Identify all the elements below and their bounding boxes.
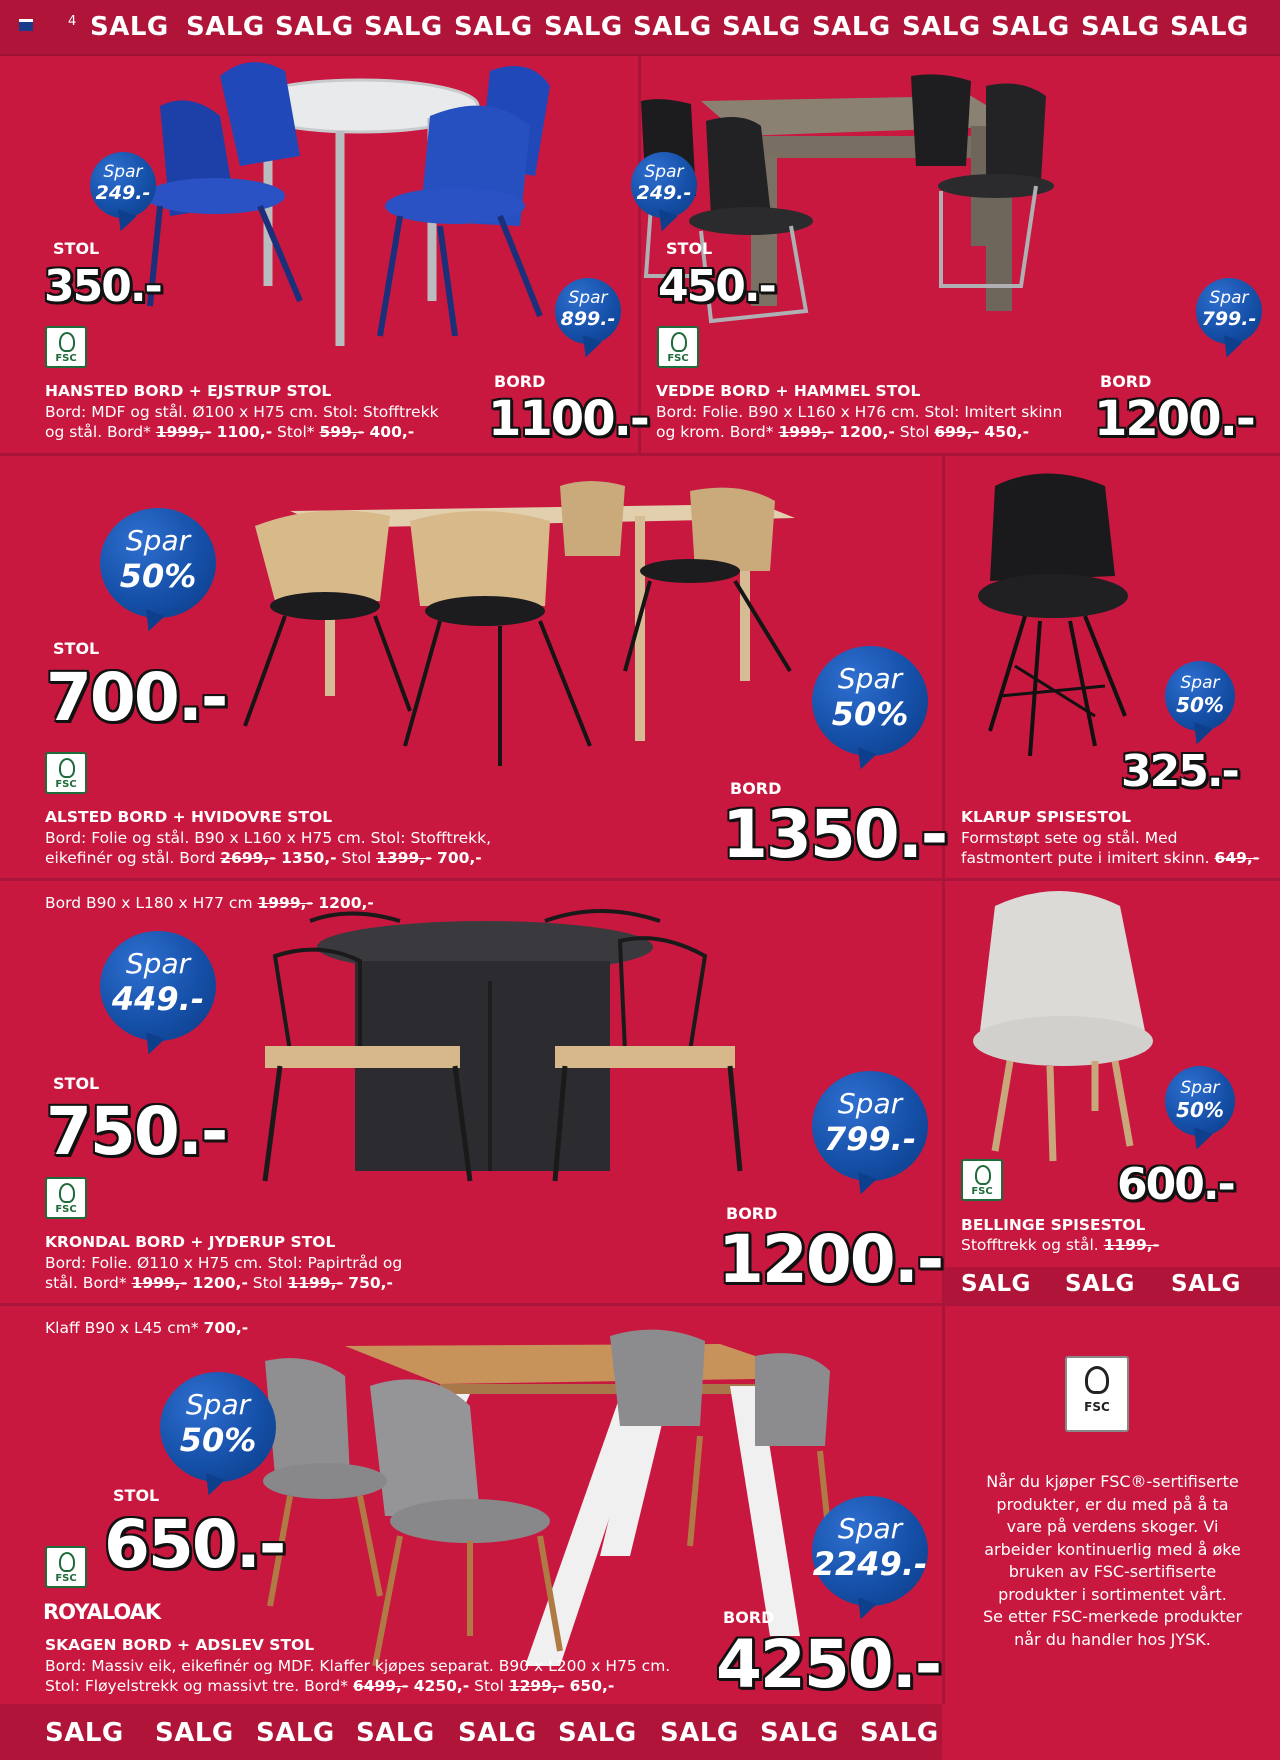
product-panel-krondal[interactable]	[0, 881, 942, 1303]
product-description: Bord: Folie. Ø110 x H75 cm. Stol: Papirtråd og stål. Bord* 1999,- 1200,- Stol 1199,- 750,-	[45, 1254, 403, 1292]
spar-badge-stol: Spar 249.-	[631, 152, 697, 218]
bord-price: 4250.-	[716, 1626, 941, 1703]
spar-badge-stol: Spar 249.-	[90, 152, 156, 218]
product-price: 325.-	[1121, 746, 1238, 797]
spar-badge-stol: Spar 50%	[100, 508, 216, 618]
salg-text: SALG	[90, 12, 169, 42]
bord-label: BORD	[726, 1204, 778, 1223]
bord-label: BORD	[730, 779, 782, 798]
product-panel-vedde[interactable]	[636, 56, 1280, 453]
product-title: KLARUP SPISESTOL	[961, 808, 1131, 826]
product-description: Bord: Folie. B90 x L160 x H76 cm. Stol: Imitert skinn og krom. Bord* 1999,- 1200,- Stol 699,- 450,-	[656, 403, 1063, 441]
salg-text: SALG	[1171, 1271, 1241, 1297]
spar-badge-bord: Spar 799.-	[1196, 278, 1262, 344]
salg-text: SALG	[991, 12, 1070, 42]
stol-label: STOL	[53, 239, 100, 258]
spar-badge-bord: Spar 2249.-	[812, 1496, 928, 1606]
product-title: ALSTED BORD + HVIDOVRE STOL	[45, 808, 333, 826]
fsc-info-panel	[945, 1306, 1280, 1760]
product-panel-hansted[interactable]	[0, 56, 648, 453]
salg-text: SALG	[275, 12, 354, 42]
product-title: VEDDE BORD + HAMMEL STOL	[656, 382, 921, 400]
salg-text: SALG	[660, 1718, 739, 1748]
product-description: Formstøpt sete og stål. Med fastmontert pute i imitert skinn. 649,-	[961, 829, 1260, 867]
bord-price: 1100.-	[488, 391, 648, 447]
product-panel-klarup[interactable]	[945, 456, 1280, 878]
flag-icon	[19, 19, 33, 31]
stol-label: STOL	[53, 639, 100, 658]
stol-label: STOL	[53, 1074, 100, 1093]
stol-price: 450.-	[658, 261, 775, 312]
salg-text: SALG	[722, 12, 801, 42]
product-title: KRONDAL BORD + JYDERUP STOL	[45, 1233, 336, 1251]
stol-label: STOL	[666, 239, 713, 258]
bottom-salg-bar	[0, 1704, 942, 1760]
spar-badge-bord: Spar 799.-	[812, 1071, 928, 1181]
product-panel-skagen[interactable]	[0, 1306, 942, 1704]
top-note: Klaff B90 x L45 cm* 700,-	[45, 1319, 249, 1337]
salg-text: SALG	[544, 12, 623, 42]
product-title: HANSTED BORD + EJSTRUP STOL	[45, 382, 332, 400]
salg-text: SALG	[155, 1718, 234, 1748]
fsc-logo-icon: FSC	[45, 1177, 87, 1219]
product-title: BELLINGE SPISESTOL	[961, 1216, 1146, 1234]
salg-text: SALG	[812, 12, 891, 42]
fsc-logo-icon: FSC	[961, 1159, 1003, 1201]
fsc-logo-icon: FSC	[45, 326, 87, 368]
bord-label: BORD	[494, 372, 546, 391]
fsc-logo-icon: FSC	[45, 1546, 87, 1588]
product-title: SKAGEN BORD + ADSLEV STOL	[45, 1636, 315, 1654]
top-salg-bar	[0, 0, 1280, 56]
salg-text: SALG	[364, 12, 443, 42]
product-panel-bellinge[interactable]	[945, 881, 1280, 1303]
salg-text: SALG	[356, 1718, 435, 1748]
spar-badge-stol: Spar 50%	[160, 1372, 276, 1482]
salg-text: SALG	[1065, 1271, 1135, 1297]
salg-text: SALG	[558, 1718, 637, 1748]
fsc-info-text: Når du kjøper FSC®-sertifiserte produkter, er du med på å ta vare på verdens skoger. Vi arbeider kontinuerlig med å øke bruken av FSC-sertifiserte produkter i sortimentet vårt. Se etter FSC-merkede produkter når du handler hos JYSK.	[982, 1472, 1243, 1649]
product-panel-alsted[interactable]	[0, 456, 947, 878]
product-price: 600.-	[1117, 1159, 1234, 1210]
stol-price: 700.-	[46, 659, 227, 736]
top-note: Bord B90 x L180 x H77 cm 1999,- 1200,-	[45, 894, 374, 912]
page-number: 4	[68, 14, 77, 29]
salg-text: SALG	[760, 1718, 839, 1748]
bord-label: BORD	[723, 1608, 775, 1627]
royaloak-logo: ROYALOAK	[43, 1600, 161, 1624]
fsc-logo-icon: FSC	[657, 326, 699, 368]
bord-price: 1200.-	[718, 1221, 943, 1298]
stol-price: 650.-	[104, 1506, 285, 1583]
spar-badge-stol: Spar 449.-	[100, 931, 216, 1041]
product-description: Bord: Folie og stål. B90 x L160 x H75 cm. Stol: Stofftrekk, eikefinér og stål. Bord 2699,- 1350,- Stol 1399,- 700,-	[45, 829, 492, 867]
spar-badge-bord: Spar 50%	[812, 646, 928, 756]
stol-label: STOL	[113, 1486, 160, 1505]
spar-badge-bord: Spar 899.-	[555, 278, 621, 344]
salg-text: SALG	[186, 12, 265, 42]
product-image-bellinge	[945, 881, 1280, 1181]
stol-price: 750.-	[46, 1093, 227, 1170]
salg-text: SALG	[961, 1271, 1031, 1297]
bord-price: 1200.-	[1094, 391, 1254, 447]
stol-price: 350.-	[44, 261, 161, 312]
product-description: Bord: Massiv eik, eikefinér og MDF. Klaffer kjøpes separat. B90 x L200 x H75 cm. Stol: Fløyelstrekk og massivt tre. Bord* 6499,- 4250,- Stol 1299,- 650,-	[45, 1657, 671, 1695]
salg-text: SALG	[458, 1718, 537, 1748]
salg-bar	[945, 1267, 1280, 1303]
spar-badge: Spar 50%	[1165, 661, 1235, 731]
salg-text: SALG	[633, 12, 712, 42]
salg-text: SALG	[1081, 12, 1160, 42]
bord-label: BORD	[1100, 372, 1152, 391]
salg-text: SALG	[256, 1718, 335, 1748]
salg-text: SALG	[860, 1718, 939, 1748]
salg-text: SALG	[1170, 12, 1249, 42]
salg-text: SALG	[902, 12, 981, 42]
fsc-logo-large-icon: FSC	[1065, 1356, 1129, 1432]
product-description: Stofftrekk og stål. 1199,-	[961, 1236, 1160, 1254]
salg-text: SALG	[454, 12, 533, 42]
product-description: Bord: MDF og stål. Ø100 x H75 cm. Stol: Stofftrekk og stål. Bord* 1999,- 1100,- Stol* 599,- 400,-	[45, 403, 439, 441]
bord-price: 1350.-	[722, 796, 947, 873]
salg-text: SALG	[45, 1718, 124, 1748]
spar-badge: Spar 50%	[1165, 1066, 1235, 1136]
fsc-logo-icon: FSC	[45, 752, 87, 794]
